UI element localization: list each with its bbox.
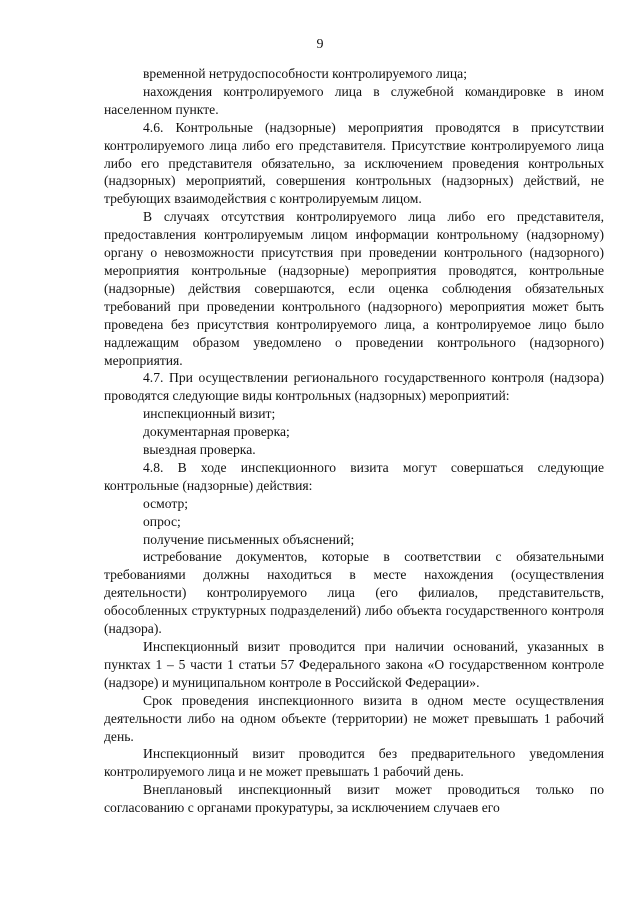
paragraph: 4.7. При осуществлении регионального государственного контроля (надзора) проводятся следующие виды контрольных (надзорных) мероприятий:	[104, 370, 604, 404]
page-number: 9	[316, 37, 324, 52]
paragraph: 4.8. В ходе инспекционного визита могут совершаться следующие контрольные (надзорные) действия:	[104, 459, 604, 493]
paragraph: Инспекционный визит проводится при наличии оснований, указанных в пунктах 1 – 5 части 1 статьи 57 Федерального закона «О государственном контроле (надзоре) и муниципальном контроле в Российской Федерации».	[104, 639, 604, 690]
paragraph: Срок проведения инспекционного визита в одном месте осуществления деятельности либо на одном объекте (территории) не может превышать 1 рабочий день.	[104, 692, 604, 744]
paragraph: Внеплановый инспекционный визит может проводиться только по согласованию с органами прокуратуры, за исключением случаев его	[104, 782, 604, 816]
paragraph: нахождения контролируемого лица в служебной командировке в ином населенном пункте.	[104, 83, 604, 117]
list-item: получение письменных объяснений;	[143, 531, 355, 547]
list-item: инспекционный визит;	[143, 406, 276, 422]
paragraph: В случаях отсутствия контролируемого лица либо его представителя, предоставления контролируемым лицом информации контрольному (надзорному) органу о невозможности присутствия при проведении контрольного (надзорного) мероприятия контрольные (надзорные) мероприятия проводятся, контрольные (надзорные) действия совершаются, если оценка соблюдения обязательных требований при проведении контрольного (надзорного) мероприятия может быть проведена без присутствия контролируемого лица, а контролируемое лицо было надлежащим образом уведомлено о проведении контрольного (надзорного) мероприятия.	[104, 209, 604, 368]
paragraph: временной нетрудоспособности контролируемого лица;	[143, 66, 467, 81]
list-item: осмотр;	[143, 495, 189, 511]
list-item: документарная проверка;	[143, 424, 290, 440]
document-body	[104, 65, 604, 817]
list-item: опрос;	[143, 513, 181, 529]
paragraph: Инспекционный визит проводится без предварительного уведомления контролируемого лица и не может превышать 1 рабочий день.	[104, 746, 604, 780]
list-item: истребование документов, которые в соответствии с обязательными требованиями должны находиться в месте нахождения (осуществления деятельности) контролируемого лица (его филиалов, представительств, обособленных структурных подразделений) либо объекта государственного контроля (надзора).	[104, 549, 604, 637]
list-item: выездная проверка.	[143, 442, 256, 458]
paragraph: 4.6. Контрольные (надзорные) мероприятия проводятся в присутствии контролируемого лица либо его представителя. Присутствие контролируемого лица либо его представителя обязательно, за исключением проведения контрольных (надзорных) мероприятий, совершения контрольных (надзорных) действий, не требующих взаимодействия с контролируемым лицом.	[104, 119, 604, 207]
